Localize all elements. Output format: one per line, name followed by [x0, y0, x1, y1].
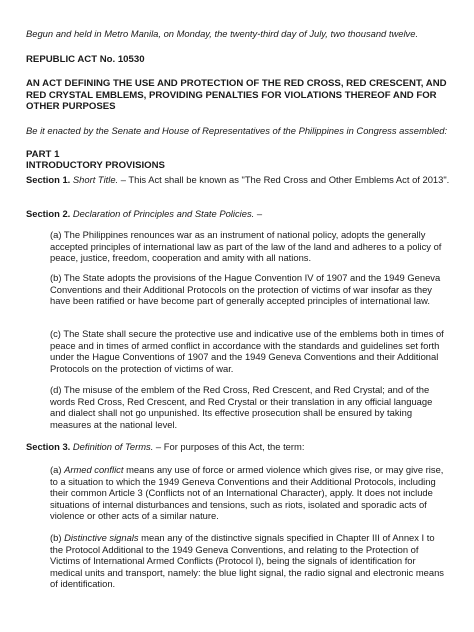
- section-1-label: Section 1.: [26, 174, 71, 185]
- enacting-clause: Be it enacted by the Senate and House of Representatives of the Philippines in Congress assembled:: [26, 125, 448, 136]
- part-title: INTRODUCTORY PROVISIONS: [26, 160, 165, 171]
- section-3-para-a-prefix: (a): [50, 464, 65, 475]
- section-2-heading: Declaration of Principles and State Policies.: [72, 208, 255, 219]
- section-2-para-a: (a) The Philippines renounces war as an instrument of national policy, adopts the generally accepted principles of international law as part of the law of the land and adheres to a policy of peace, justice, freedom, cooperation and amity with all nations.: [50, 229, 442, 264]
- preamble: Begun and held in Metro Manila, on Monday, the twenty-third day of July, two thousand twelve.: [26, 28, 419, 39]
- section-2-para-b: (b) The State adopts the provisions of the Hague Convention IV of 1907 and the 1949 Geneva Conventions and their Additional Protocols on the protection of victims of war insofar as they have been ratified or have become part of generally accepted principles of international law.: [50, 272, 441, 307]
- section-3: [26, 441, 456, 453]
- act-number: REPUBLIC ACT No. 10530: [26, 54, 145, 65]
- section-3-text: – For purposes of this Act, the term:: [153, 441, 305, 452]
- section-3-para-a-text: means any use of force or armed violence which gives rise, or may give rise, to a situation to which the 1949 Geneva Conventions and their Additional Protocols, including their common Article 3 (Conflicts not of an International Character), apply. It does not include situations of internal disturbances and tensions, such as riots, isolated and sporadic acts of violence or other acts of a similar nature.: [50, 464, 444, 522]
- section-3-label: Section 3.: [26, 441, 71, 452]
- section-3-para-b: [50, 532, 450, 590]
- section-3-para-b-text: mean any of the distinctive signals specified in Chapter III of Annex I to the Protocol Additional to the 1949 Geneva Conventions, and relating to the Protection of Victims of International Armed Conflicts (Protocol I), being the signals of identification for medical units and transport, namely: the blue light signal, the radio signal and electronic means of identification.: [50, 532, 444, 590]
- part-number: PART 1: [26, 149, 60, 160]
- section-1-text: – This Act shall be known as "The Red Cross and Other Emblems Act of 2013".: [118, 174, 450, 185]
- term-distinctive-signals: Distinctive signals: [64, 532, 139, 543]
- section-3-para-a: [50, 464, 450, 522]
- section-1-heading: Short Title.: [72, 174, 119, 185]
- section-2: [26, 208, 456, 220]
- act-title: AN ACT DEFINING THE USE AND PROTECTION OF THE RED CROSS, RED CRESCENT, AND RED CRYSTAL EMBLEMS, PROVIDING PENALTIES FOR VIOLATIONS THEREOF AND FOR OTHER PURPOSES: [26, 78, 447, 113]
- section-2-label: Section 2.: [26, 208, 71, 219]
- term-armed-conflict: Armed conflict: [64, 464, 124, 475]
- section-2-dash: –: [254, 208, 263, 219]
- section-2-para-d: (d) The misuse of the emblem of the Red Cross, Red Crescent, and Red Crystal; and of the words Red Cross, Red Crescent, and Red Crystal or their translation in any official language and dialect shall not go unpunished. Its effective prosecution shall be ensured by taking measures at the national level.: [50, 384, 433, 430]
- section-3-heading: Definition of Terms.: [72, 441, 154, 452]
- section-1: [26, 174, 456, 186]
- section-3-para-b-prefix: (b): [50, 532, 65, 543]
- section-2-para-c: (c) The State shall secure the protective use and indicative use of the emblems both in times of peace and in times of armed conflict in accordance with the standards and guidelines set forth under the Hague Conventions of 1907 and the 1949 Geneva Conventions and their Additional Protocols on the protection of victims of war.: [50, 328, 444, 374]
